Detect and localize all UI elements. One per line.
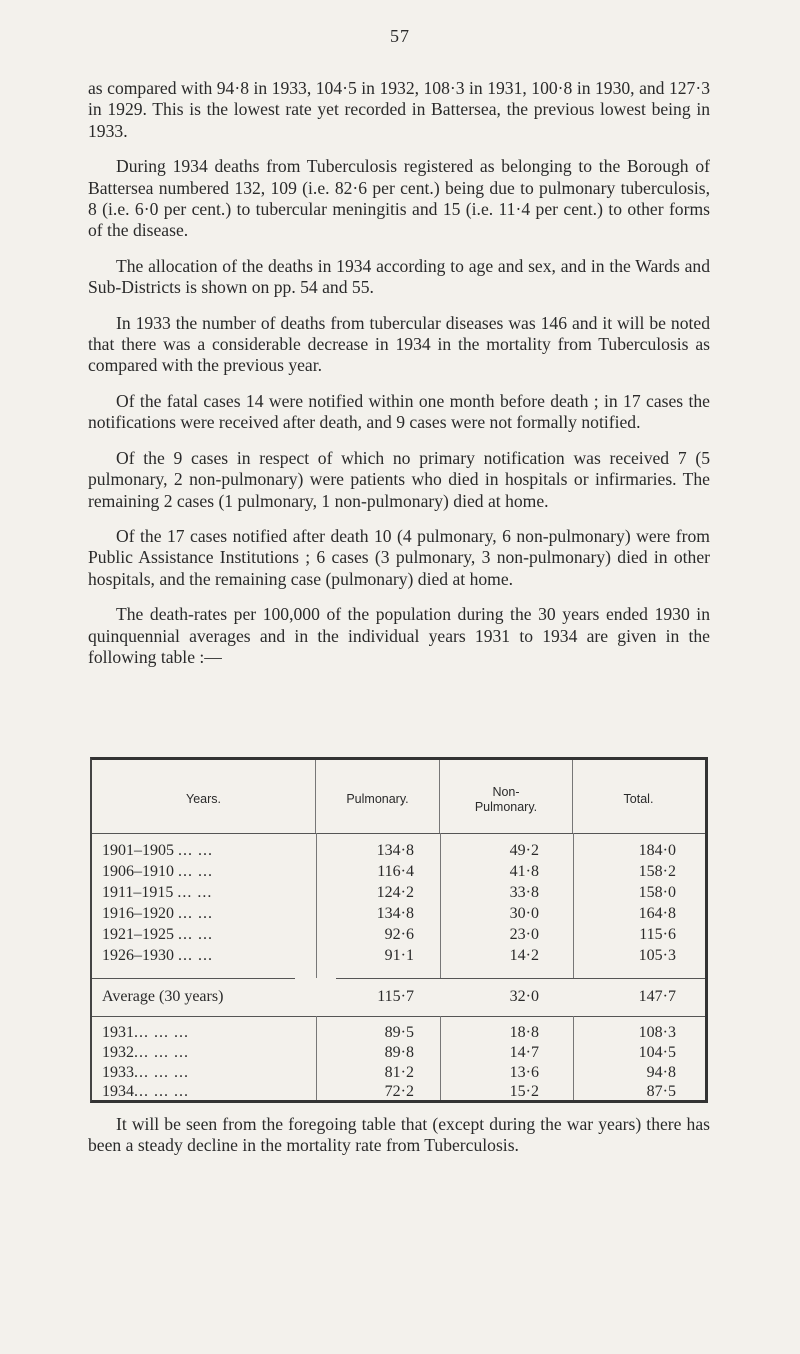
cell-total: 108·3 — [638, 1024, 676, 1041]
closing-text — [88, 1114, 710, 1171]
paragraph-1: as compared with 94·8 in 1933, 104·5 in 1932, 108·3 in 1931, 100·8 in 1930, and 127·3 in 1929. This is the lowest rate yet recorded in Battersea, the previous lowest being in 1933. — [88, 78, 710, 141]
leader-dots: ... ... ... — [134, 1064, 189, 1081]
cell-pulmonary: 81·2 — [384, 1064, 414, 1081]
table-row — [92, 1063, 705, 1083]
years-label: 1933 — [102, 1064, 134, 1081]
cell-non-pulmonary: 15·2 — [509, 1083, 539, 1100]
cell-non-pulmonary: 13·6 — [509, 1064, 539, 1081]
table-row — [92, 1043, 705, 1063]
cell-average-pulmonary: 115·7 — [377, 988, 414, 1005]
cell-years — [92, 883, 316, 903]
table-row — [92, 841, 705, 861]
cell-total: 158·2 — [638, 863, 676, 880]
cell-pulmonary: 134·8 — [376, 842, 414, 859]
table-row — [92, 1082, 705, 1102]
table-row — [92, 925, 705, 945]
header-non-pulmonary — [440, 760, 573, 833]
years-label: 1901–1905 — [102, 842, 174, 859]
cell-total: 94·8 — [646, 1064, 676, 1081]
paragraph-6: Of the 9 cases in respect of which no primary notification was received 7 (5 pulmonary, 2 non-pulmonary) were patients who died in hospitals or infirmaries. The remaining 2 cases (1 pulmonary, 1 non-pulmonary) died at home. — [88, 447, 710, 511]
average-divider-left — [92, 978, 295, 979]
cell-non-pulmonary: 41·8 — [509, 863, 539, 880]
years-label: 1931 — [102, 1024, 134, 1041]
cell-total: 104·5 — [638, 1044, 676, 1061]
cell-non-pulmonary: 49·2 — [509, 842, 539, 859]
paragraph-7: Of the 17 cases notified after death 10 (4 pulmonary, 6 non-pulmonary) were from Public Assistance Institutions ; 6 cases (3 pulmonary, 3 non-pulmonary) died in other hospitals, and the remaining case (pulmonary) died at home. — [88, 525, 710, 589]
leader-dots: ... ... — [178, 842, 213, 859]
paragraph-8: The death-rates per 100,000 of the population during the 30 years ended 1930 in quinquennial averages and in the individual years 1931 to 1934 are given in the following table :— — [88, 604, 710, 667]
years-label: 1906–1910 — [102, 863, 174, 880]
leader-dots: ... ... ... — [134, 1083, 189, 1100]
cell-total: 87·5 — [646, 1083, 676, 1100]
table-row — [92, 1023, 705, 1043]
cell-non-pulmonary: 23·0 — [509, 926, 539, 943]
header-years: Years. — [92, 760, 316, 833]
years-divider — [92, 1016, 705, 1017]
table-row — [92, 946, 705, 966]
cell-non-pulmonary: 33·8 — [509, 884, 539, 901]
years-label: 1934 — [102, 1083, 134, 1100]
header-pulmonary: Pulmonary. — [316, 760, 440, 833]
cell-years — [92, 841, 316, 861]
cell-pulmonary: 92·6 — [384, 926, 414, 943]
body-text — [88, 78, 710, 682]
closing-paragraph: It will be seen from the foregoing table that (except during the war years) there has been a steady decline in the mortality rate from Tuberculosis. — [88, 1114, 710, 1156]
header-divider — [92, 833, 705, 834]
cell-non-pulmonary: 18·8 — [509, 1024, 539, 1041]
cell-pulmonary: 72·2 — [384, 1083, 414, 1100]
cell-total: 158·0 — [638, 884, 676, 901]
cell-pulmonary: 89·5 — [384, 1024, 414, 1041]
cell-pulmonary: 89·8 — [384, 1044, 414, 1061]
cell-non-pulmonary: 14·2 — [509, 947, 539, 964]
cell-years — [92, 1023, 316, 1043]
years-label: 1911–1915 — [102, 884, 174, 901]
paragraph-5: Of the fatal cases 14 were notified within one month before death ; in 17 cases the notifications were received after death, and 9 cases were not formally notified. — [88, 390, 710, 433]
leader-dots: ... ... — [177, 884, 213, 901]
cell-total: 105·3 — [638, 947, 676, 964]
cell-pulmonary: 91·1 — [384, 947, 414, 964]
cell-years — [92, 925, 316, 945]
cell-non-pulmonary: 30·0 — [509, 905, 539, 922]
leader-dots: ... ... — [178, 905, 213, 922]
page-number: 57 — [390, 26, 410, 46]
cell-total: 115·6 — [639, 926, 676, 943]
cell-average-label: Average (30 years) — [102, 988, 224, 1005]
cell-years — [92, 1082, 316, 1102]
cell-pulmonary: 116·4 — [377, 863, 414, 880]
average-divider-right — [336, 978, 705, 979]
leader-dots: ... ... — [178, 947, 213, 964]
death-rates-table — [90, 757, 708, 1103]
paragraph-2: During 1934 deaths from Tuberculosis registered as belonging to the Borough of Battersea numbered 132, 109 (i.e. 82·6 per cent.) being due to pulmonary tuberculosis, 8 (i.e. 6·0 per cent.) to tubercular meningitis and 15 (i.e. 11·4 per cent.) to other forms of the disease. — [88, 156, 710, 241]
cell-pulmonary: 134·8 — [376, 905, 414, 922]
years-label: 1921–1925 — [102, 926, 174, 943]
cell-total: 164·8 — [638, 905, 676, 922]
table-row — [92, 883, 705, 903]
cell-total: 184·0 — [638, 842, 676, 859]
header-non-pulmonary-line2: Pulmonary. — [474, 799, 538, 814]
paragraph-4: In 1933 the number of deaths from tubercular diseases was 146 and it will be noted that there was a considerable decrease in 1934 in the mortality from Tuberculosis as compared with the previous year. — [88, 312, 710, 376]
leader-dots: ... ... — [178, 926, 213, 943]
cell-non-pulmonary: 14·7 — [509, 1044, 539, 1061]
header-total: Total. — [623, 792, 654, 806]
header-non-pulmonary-line1: Non- — [492, 784, 520, 799]
years-label: 1932 — [102, 1044, 134, 1061]
table-row — [92, 904, 705, 924]
cell-average-total: 147·7 — [638, 988, 676, 1005]
cell-years — [92, 1063, 316, 1083]
years-label: 1916–1920 — [102, 905, 174, 922]
table-row — [92, 862, 705, 882]
average-row — [92, 987, 705, 1007]
cell-years — [92, 904, 316, 924]
leader-dots: ... ... ... — [134, 1024, 189, 1041]
leader-dots: ... ... ... — [134, 1044, 189, 1061]
cell-average-non-pulmonary: 32·0 — [509, 988, 539, 1005]
cell-pulmonary: 124·2 — [376, 884, 414, 901]
cell-years — [92, 862, 316, 882]
table-header — [92, 760, 705, 833]
years-label: 1926–1930 — [102, 947, 174, 964]
cell-years — [92, 1043, 316, 1063]
leader-dots: ... ... — [178, 863, 213, 880]
cell-years — [92, 946, 316, 966]
paragraph-3: The allocation of the deaths in 1934 according to age and sex, and in the Wards and Sub-Districts is shown on pp. 54 and 55. — [88, 255, 710, 298]
